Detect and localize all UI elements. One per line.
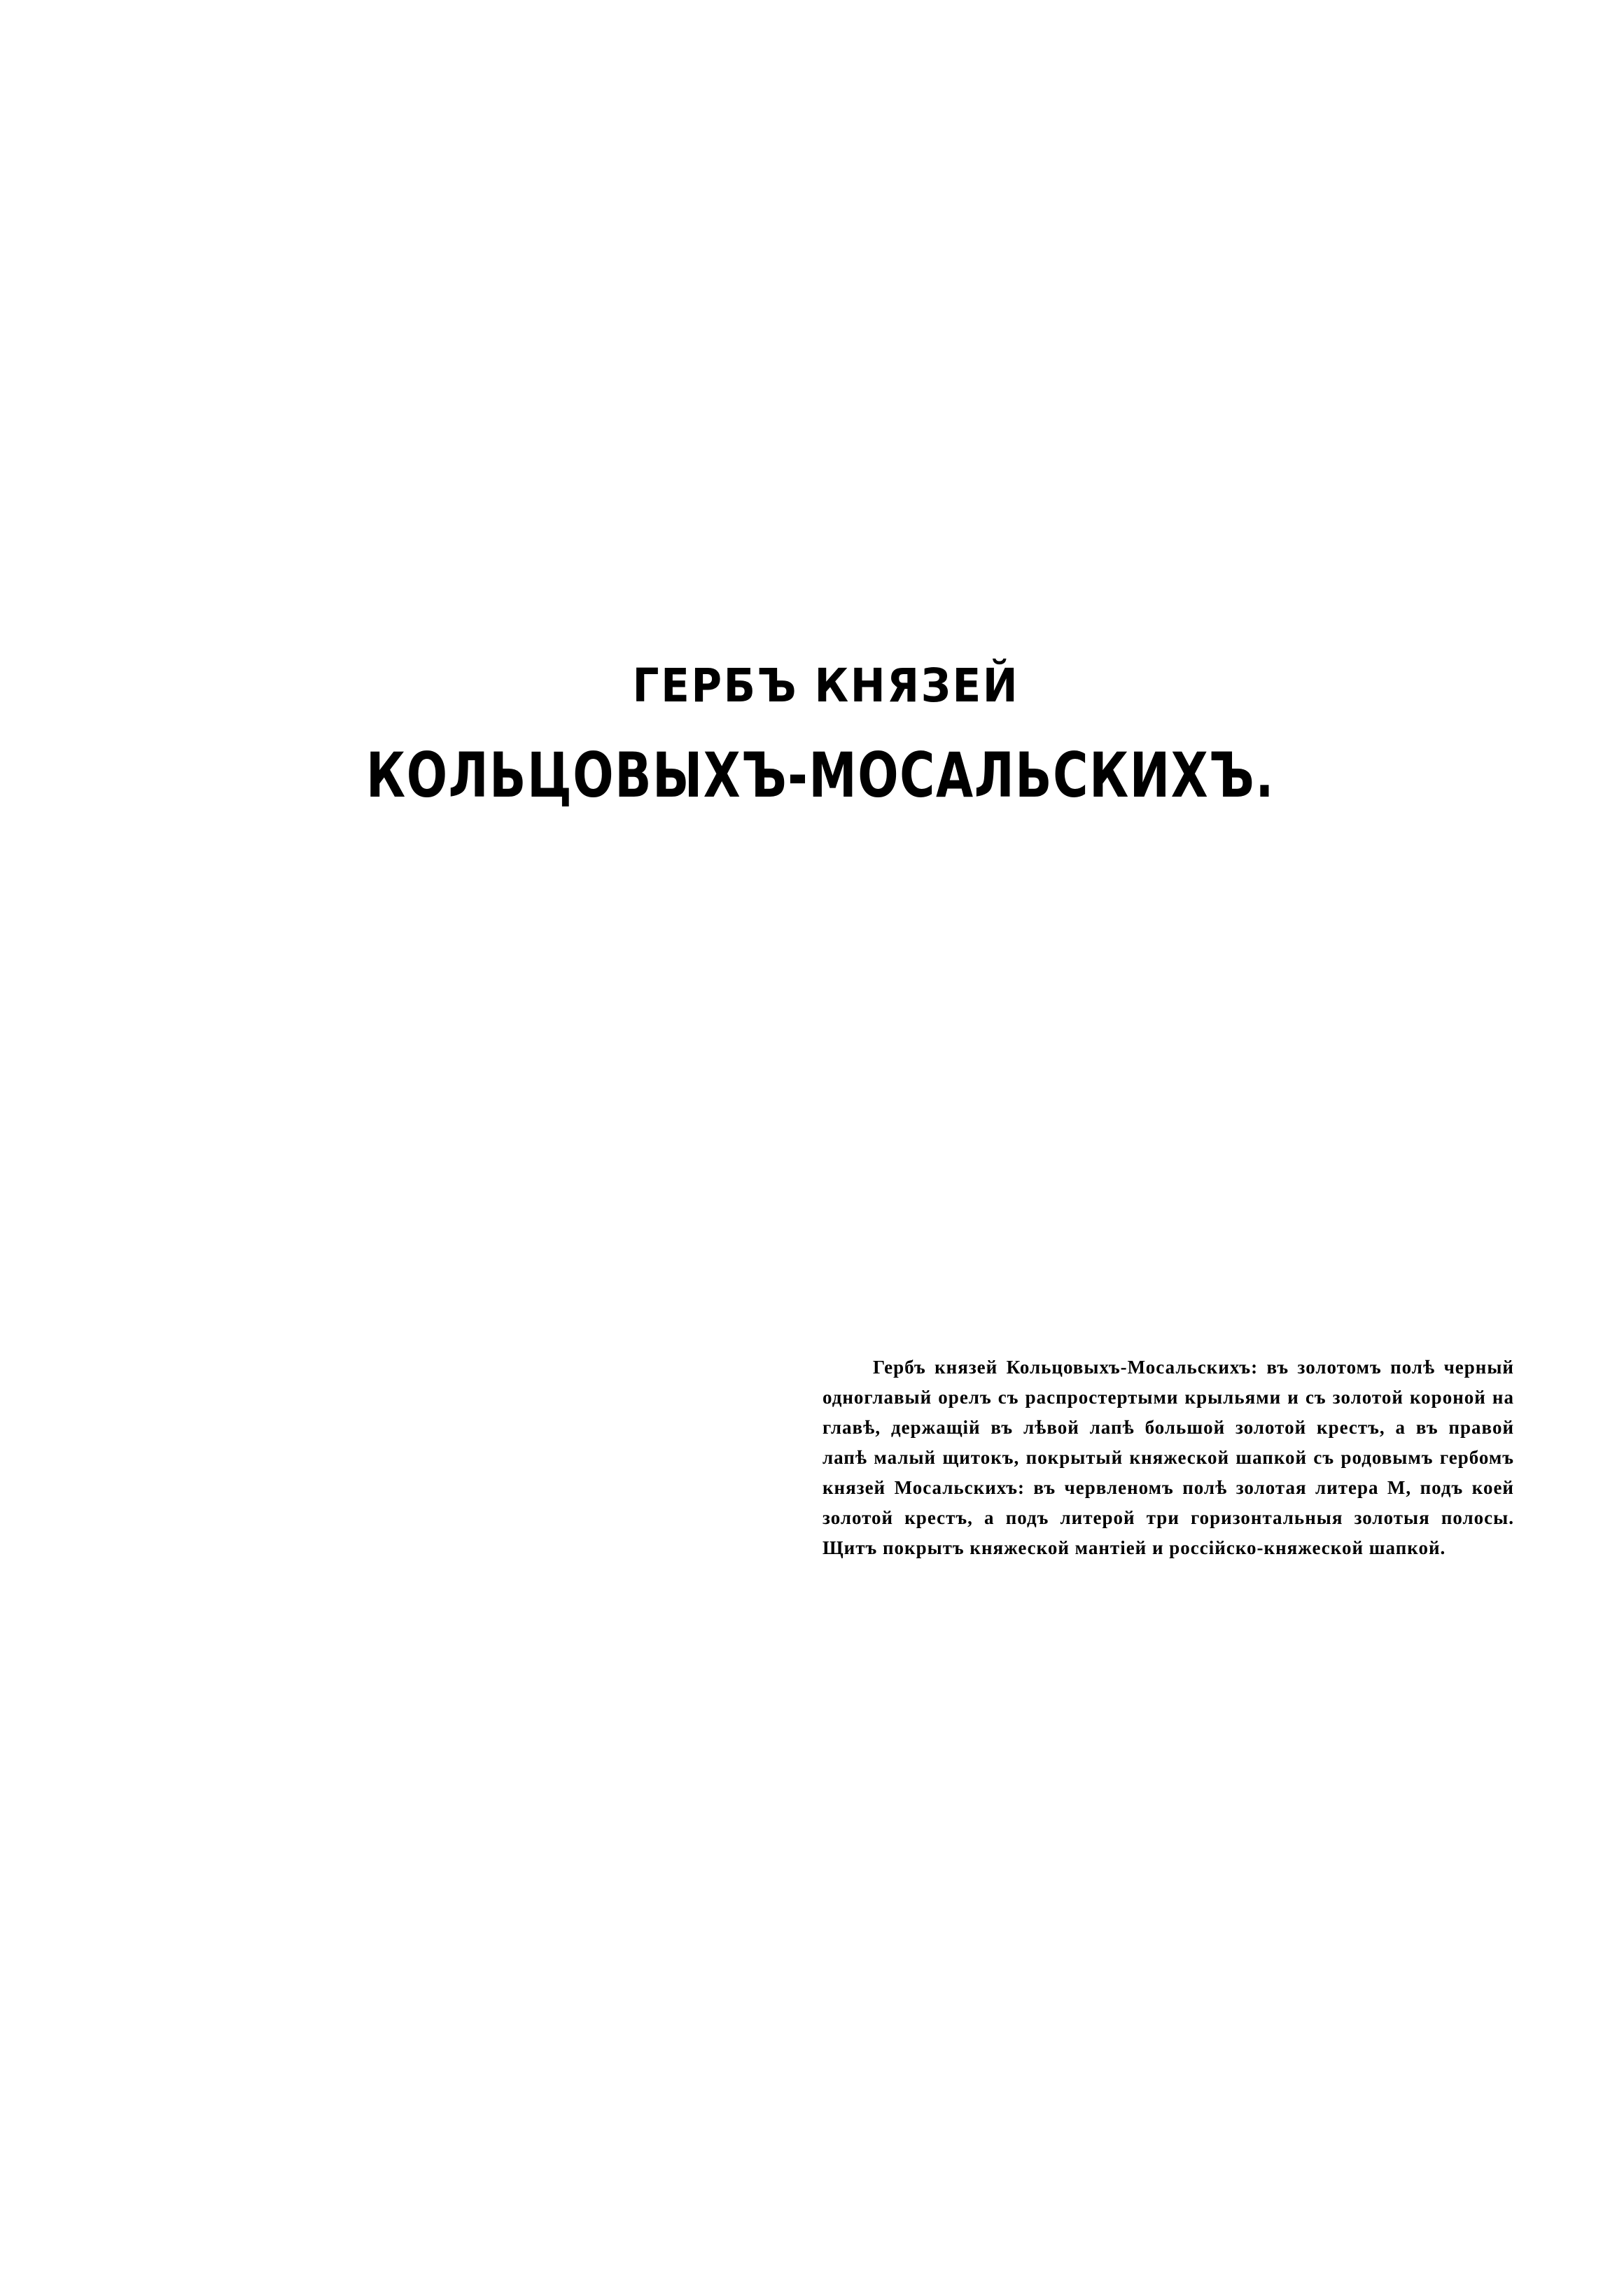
coat-of-arms-description: Гербъ князей Кольцовыхъ-Мосальскихъ: въ золотомъ полѣ черный одноглавый орелъ съ распростертыми крыльями и съ золотой короной на главѣ, держащій въ лѣвой лапѣ большой золотой крестъ, а въ правой лапѣ малый щитокъ, покрытый княжеской шапкой съ родовымъ гербомъ князей Мосальскихъ: въ червленомъ полѣ золотая литера М, подъ коей золотой крестъ, а подъ литерой три горизонтальныя золотыя полосы. Щитъ покрытъ княжеской мантіей и россійско-княжеской шапкой. [822,1357,1514,1558]
title-line-2: КОЛЬЦОВЫХЪ-МОСАЛЬСКИХЪ. [366,739,1275,811]
page-title [0,658,1624,811]
title-line-1: ГЕРБЪ КНЯЗЕЙ [632,659,1020,713]
